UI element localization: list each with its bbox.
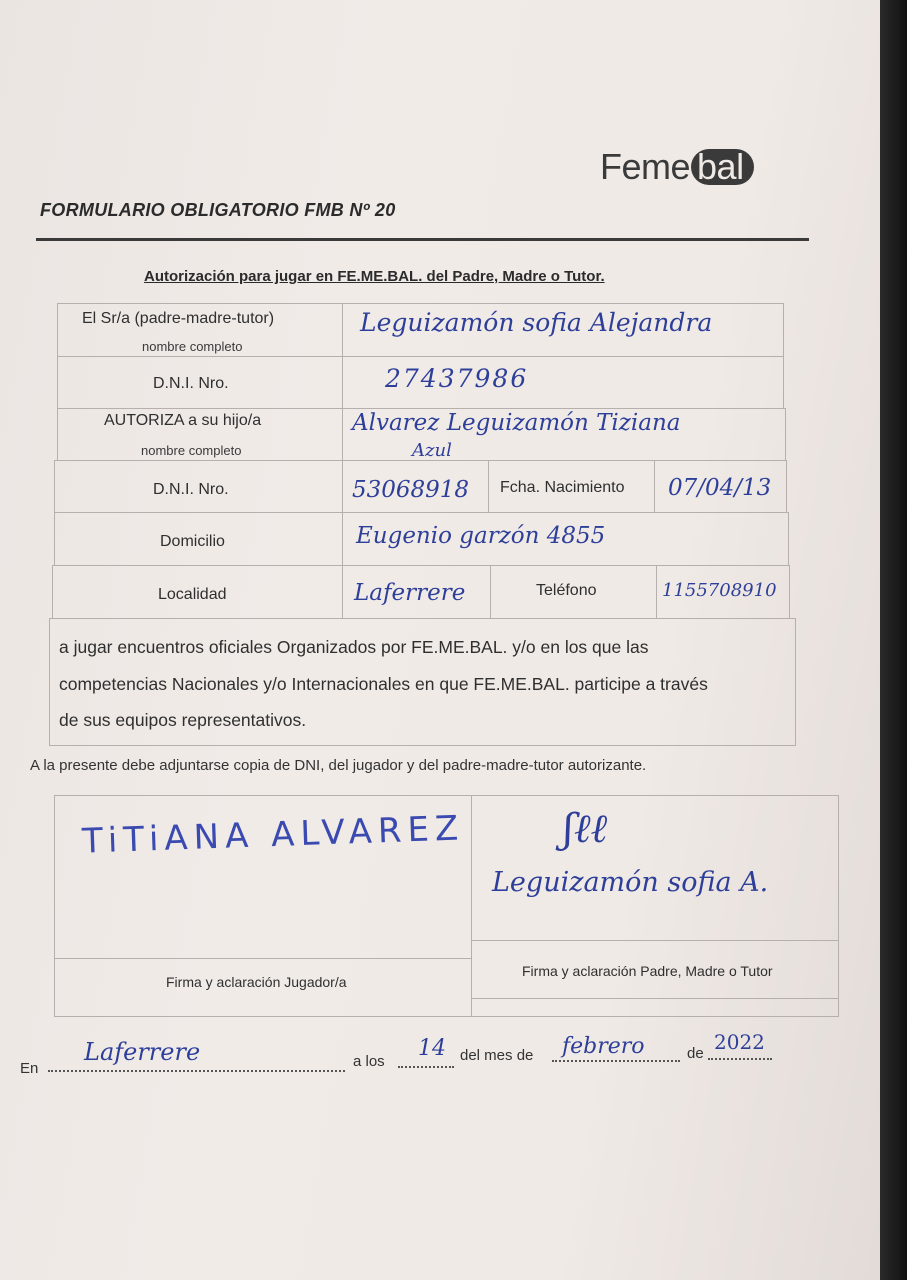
background-edge — [880, 0, 907, 1280]
child-label: AUTORIZA a su hijo/a — [104, 412, 262, 429]
parent-signature-label: Firma y aclaración Padre, Madre o Tutor — [522, 963, 773, 979]
address-label: Domicilio — [160, 533, 225, 550]
authorization-text-3: de sus equipos representativos. — [59, 710, 307, 730]
logo-text: Feme — [600, 146, 691, 187]
footer-month-label: del mes de — [460, 1047, 534, 1064]
player-signature: TiTiANA ALVAREZ — [81, 808, 465, 862]
phone-handwritten: 1155708910 — [662, 580, 777, 601]
address-handwritten: Eugenio garzón 4855 — [356, 523, 606, 549]
form-subtitle: Autorización para jugar en FE.ME.BAL. del Padre, Madre o Tutor. — [144, 268, 605, 285]
footer-place-handwritten: Laferrere — [84, 1038, 201, 1066]
parent-signature-mark: ʃℓℓ — [563, 806, 608, 852]
authorization-text-2: competencias Nacionales y/o Internacionales en que FE.ME.BAL. participe a través — [59, 674, 708, 694]
dni1-label: D.N.I. Nro. — [153, 375, 229, 392]
child-name-handwritten-2: Azul — [412, 440, 452, 461]
title-divider — [36, 238, 809, 241]
attachment-note: A la presente debe adjuntarse copia de DNI, del jugador y del padre-madre-tutor autorizante. — [30, 757, 647, 774]
city-label: Localidad — [158, 586, 227, 603]
footer-place-line — [48, 1070, 345, 1072]
footer-month-handwritten: febrero — [562, 1034, 645, 1059]
dni1-handwritten: 27437986 — [385, 364, 529, 393]
authorization-text-1: a jugar encuentros oficiales Organizados por FE.ME.BAL. y/o en los que las — [59, 637, 649, 657]
phone-label: Teléfono — [536, 582, 597, 599]
footer-day-label: a los — [353, 1053, 385, 1070]
footer-month-line — [552, 1060, 680, 1062]
footer-year-line — [708, 1058, 772, 1060]
player-signature-label: Firma y aclaración Jugador/a — [166, 974, 347, 990]
logo-pill: bal — [691, 149, 754, 185]
dni2-label: D.N.I. Nro. — [153, 481, 229, 498]
footer-year-handwritten: 2022 — [714, 1030, 765, 1054]
femebal-logo — [600, 146, 754, 188]
city-handwritten: Laferrere — [354, 580, 466, 606]
birth-date-handwritten: 07/04/13 — [668, 475, 772, 501]
child-sublabel: nombre completo — [141, 443, 242, 458]
birth-label: Fcha. Nacimiento — [500, 479, 625, 496]
parent-name-handwritten: Leguizamón sofia Alejandra — [360, 308, 713, 337]
footer-day-handwritten: 14 — [418, 1036, 446, 1061]
parent-label: El Sr/a (padre-madre-tutor) — [82, 310, 275, 327]
footer-day-line — [398, 1066, 454, 1068]
child-name-handwritten: Alvarez Leguizamón Tiziana — [352, 410, 681, 436]
parent-sublabel: nombre completo — [142, 339, 243, 354]
form-title: FORMULARIO OBLIGATORIO FMB Nº 20 — [40, 200, 396, 220]
footer-en-label: En — [20, 1060, 39, 1077]
dni2-handwritten: 53068918 — [352, 477, 470, 503]
footer-year-label: de — [687, 1045, 704, 1062]
parent-signature: Leguizamón sofia A. — [492, 867, 769, 898]
